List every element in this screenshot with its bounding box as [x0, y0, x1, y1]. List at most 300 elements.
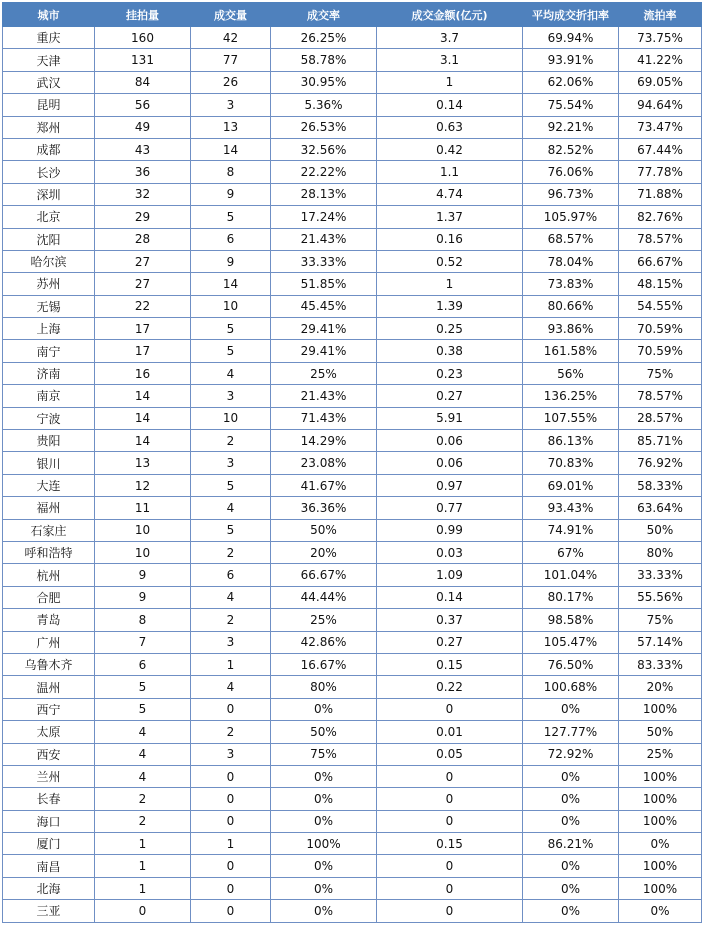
cell-avg-discount: 73.83%	[523, 273, 619, 295]
cell-avg-discount: 98.58%	[523, 609, 619, 631]
table-row	[3, 49, 702, 71]
cell-deal-amount: 1	[377, 71, 523, 93]
cell-failed-rate: 50%	[619, 721, 702, 743]
cell-deal-amount: 1.39	[377, 295, 523, 317]
cell-avg-discount: 69.01%	[523, 474, 619, 496]
table-row	[3, 541, 702, 563]
table-row	[3, 788, 702, 810]
cell-failed-rate: 73.75%	[619, 27, 702, 49]
cell-deal-amount: 0.25	[377, 318, 523, 340]
cell-deal-amount: 0.27	[377, 385, 523, 407]
cell-deal-amount: 0.01	[377, 721, 523, 743]
cell-failed-rate: 78.57%	[619, 228, 702, 250]
table-row	[3, 273, 702, 295]
cell-avg-discount: 0%	[523, 855, 619, 877]
cell-listed-count: 10	[95, 519, 191, 541]
cell-city: 沈阳	[3, 228, 95, 250]
cell-city: 杭州	[3, 564, 95, 586]
cell-deal-count: 1	[191, 833, 271, 855]
cell-deal-amount: 0.97	[377, 474, 523, 496]
table-row	[3, 430, 702, 452]
cell-city: 青岛	[3, 609, 95, 631]
cell-deal-rate: 16.67%	[271, 653, 377, 675]
cell-avg-discount: 76.06%	[523, 161, 619, 183]
cell-listed-count: 8	[95, 609, 191, 631]
cell-deal-amount: 0.23	[377, 362, 523, 384]
table-row	[3, 653, 702, 675]
cell-avg-discount: 80.17%	[523, 586, 619, 608]
cell-failed-rate: 71.88%	[619, 183, 702, 205]
cell-city: 昆明	[3, 94, 95, 116]
cell-avg-discount: 80.66%	[523, 295, 619, 317]
cell-failed-rate: 69.05%	[619, 71, 702, 93]
cell-failed-rate: 57.14%	[619, 631, 702, 653]
table-row	[3, 318, 702, 340]
table-row	[3, 206, 702, 228]
cell-deal-rate: 71.43%	[271, 407, 377, 429]
cell-failed-rate: 85.71%	[619, 430, 702, 452]
cell-listed-count: 14	[95, 385, 191, 407]
cell-failed-rate: 33.33%	[619, 564, 702, 586]
cell-avg-discount: 105.97%	[523, 206, 619, 228]
cell-deal-amount: 0	[377, 810, 523, 832]
cell-city: 福州	[3, 497, 95, 519]
cell-city: 银川	[3, 452, 95, 474]
cell-deal-rate: 51.85%	[271, 273, 377, 295]
cell-listed-count: 22	[95, 295, 191, 317]
table-row	[3, 474, 702, 496]
cell-deal-count: 2	[191, 541, 271, 563]
cell-deal-rate: 66.67%	[271, 564, 377, 586]
cell-listed-count: 27	[95, 250, 191, 272]
cell-avg-discount: 127.77%	[523, 721, 619, 743]
cell-deal-rate: 45.45%	[271, 295, 377, 317]
cell-city: 西宁	[3, 698, 95, 720]
cell-deal-count: 0	[191, 810, 271, 832]
cell-listed-count: 11	[95, 497, 191, 519]
cell-failed-rate: 41.22%	[619, 49, 702, 71]
cell-failed-rate: 70.59%	[619, 318, 702, 340]
table-row	[3, 452, 702, 474]
cell-deal-rate: 42.86%	[271, 631, 377, 653]
cell-avg-discount: 82.52%	[523, 138, 619, 160]
cell-avg-discount: 0%	[523, 810, 619, 832]
cell-listed-count: 7	[95, 631, 191, 653]
cell-city: 厦门	[3, 833, 95, 855]
cell-deal-rate: 75%	[271, 743, 377, 765]
cell-listed-count: 56	[95, 94, 191, 116]
cell-failed-rate: 75%	[619, 362, 702, 384]
cell-avg-discount: 0%	[523, 765, 619, 787]
cell-deal-rate: 33.33%	[271, 250, 377, 272]
cell-deal-amount: 1.37	[377, 206, 523, 228]
cell-avg-discount: 86.21%	[523, 833, 619, 855]
table-row	[3, 609, 702, 631]
cell-listed-count: 36	[95, 161, 191, 183]
cell-failed-rate: 94.64%	[619, 94, 702, 116]
cell-listed-count: 1	[95, 855, 191, 877]
table-row	[3, 116, 702, 138]
cell-deal-rate: 44.44%	[271, 586, 377, 608]
cell-deal-count: 3	[191, 385, 271, 407]
cell-listed-count: 10	[95, 541, 191, 563]
cell-deal-rate: 29.41%	[271, 340, 377, 362]
cell-avg-discount: 86.13%	[523, 430, 619, 452]
cell-deal-rate: 36.36%	[271, 497, 377, 519]
cell-listed-count: 27	[95, 273, 191, 295]
cell-deal-count: 2	[191, 609, 271, 631]
cell-deal-count: 2	[191, 721, 271, 743]
cell-city: 深圳	[3, 183, 95, 205]
cell-city: 重庆	[3, 27, 95, 49]
cell-listed-count: 84	[95, 71, 191, 93]
cell-deal-rate: 50%	[271, 721, 377, 743]
cell-avg-discount: 161.58%	[523, 340, 619, 362]
cell-deal-amount: 0.16	[377, 228, 523, 250]
cell-city: 贵阳	[3, 430, 95, 452]
table-row	[3, 721, 702, 743]
cell-listed-count: 6	[95, 653, 191, 675]
cell-city: 长春	[3, 788, 95, 810]
cell-city: 西安	[3, 743, 95, 765]
cell-deal-rate: 58.78%	[271, 49, 377, 71]
cell-deal-count: 0	[191, 788, 271, 810]
cell-deal-amount: 3.7	[377, 27, 523, 49]
cell-deal-count: 5	[191, 474, 271, 496]
cell-deal-count: 8	[191, 161, 271, 183]
cell-deal-rate: 29.41%	[271, 318, 377, 340]
cell-failed-rate: 78.57%	[619, 385, 702, 407]
header-listed-count: 挂拍量	[95, 3, 191, 27]
cell-deal-amount: 0	[377, 877, 523, 899]
cell-deal-rate: 0%	[271, 900, 377, 922]
cell-deal-amount: 1.09	[377, 564, 523, 586]
cell-avg-discount: 100.68%	[523, 676, 619, 698]
cell-listed-count: 5	[95, 698, 191, 720]
cell-deal-rate: 30.95%	[271, 71, 377, 93]
cell-deal-count: 3	[191, 452, 271, 474]
table-row	[3, 362, 702, 384]
cell-deal-amount: 4.74	[377, 183, 523, 205]
cell-deal-amount: 0.05	[377, 743, 523, 765]
cell-deal-rate: 0%	[271, 788, 377, 810]
cell-avg-discount: 0%	[523, 900, 619, 922]
cell-deal-amount: 0.15	[377, 653, 523, 675]
cell-city: 北京	[3, 206, 95, 228]
cell-city: 南宁	[3, 340, 95, 362]
cell-deal-rate: 0%	[271, 698, 377, 720]
cell-deal-rate: 20%	[271, 541, 377, 563]
cell-deal-amount: 0.52	[377, 250, 523, 272]
cell-failed-rate: 48.15%	[619, 273, 702, 295]
table-body	[3, 27, 702, 923]
cell-deal-amount: 3.1	[377, 49, 523, 71]
table-header-row	[3, 3, 702, 27]
cell-city: 成都	[3, 138, 95, 160]
cell-listed-count: 0	[95, 900, 191, 922]
cell-deal-count: 3	[191, 94, 271, 116]
cell-avg-discount: 101.04%	[523, 564, 619, 586]
cell-city: 南京	[3, 385, 95, 407]
cell-deal-count: 13	[191, 116, 271, 138]
cell-deal-amount: 0.63	[377, 116, 523, 138]
cell-city: 武汉	[3, 71, 95, 93]
cell-listed-count: 2	[95, 788, 191, 810]
cell-deal-count: 1	[191, 653, 271, 675]
cell-avg-discount: 56%	[523, 362, 619, 384]
table-row	[3, 900, 702, 922]
cell-deal-amount: 0.06	[377, 430, 523, 452]
cell-avg-discount: 69.94%	[523, 27, 619, 49]
cell-deal-amount: 0.77	[377, 497, 523, 519]
cell-deal-amount: 1.1	[377, 161, 523, 183]
table-row	[3, 138, 702, 160]
cell-failed-rate: 83.33%	[619, 653, 702, 675]
cell-avg-discount: 70.83%	[523, 452, 619, 474]
cell-listed-count: 5	[95, 676, 191, 698]
cell-deal-rate: 25%	[271, 609, 377, 631]
table-row	[3, 94, 702, 116]
cell-deal-count: 42	[191, 27, 271, 49]
cell-deal-rate: 100%	[271, 833, 377, 855]
cell-deal-amount: 5.91	[377, 407, 523, 429]
table-row	[3, 407, 702, 429]
cell-deal-rate: 14.29%	[271, 430, 377, 452]
table-row	[3, 586, 702, 608]
cell-failed-rate: 50%	[619, 519, 702, 541]
cell-listed-count: 4	[95, 721, 191, 743]
table-row	[3, 810, 702, 832]
cell-failed-rate: 0%	[619, 833, 702, 855]
cell-city: 宁波	[3, 407, 95, 429]
cell-failed-rate: 0%	[619, 900, 702, 922]
cell-deal-rate: 17.24%	[271, 206, 377, 228]
cell-deal-rate: 25%	[271, 362, 377, 384]
cell-deal-count: 0	[191, 855, 271, 877]
cell-failed-rate: 54.55%	[619, 295, 702, 317]
cell-deal-amount: 0	[377, 698, 523, 720]
table-row	[3, 698, 702, 720]
city-auction-table	[2, 2, 702, 923]
table-row	[3, 564, 702, 586]
cell-deal-amount: 0	[377, 855, 523, 877]
cell-deal-count: 4	[191, 497, 271, 519]
cell-failed-rate: 100%	[619, 765, 702, 787]
cell-deal-amount: 0.14	[377, 94, 523, 116]
cell-deal-count: 3	[191, 631, 271, 653]
cell-listed-count: 14	[95, 430, 191, 452]
cell-avg-discount: 107.55%	[523, 407, 619, 429]
cell-city: 三亚	[3, 900, 95, 922]
cell-deal-count: 6	[191, 564, 271, 586]
cell-failed-rate: 63.64%	[619, 497, 702, 519]
table-row	[3, 676, 702, 698]
cell-deal-count: 3	[191, 743, 271, 765]
cell-deal-count: 10	[191, 407, 271, 429]
cell-deal-amount: 0.22	[377, 676, 523, 698]
cell-failed-rate: 100%	[619, 788, 702, 810]
cell-listed-count: 2	[95, 810, 191, 832]
cell-avg-discount: 136.25%	[523, 385, 619, 407]
cell-deal-count: 5	[191, 318, 271, 340]
cell-avg-discount: 74.91%	[523, 519, 619, 541]
table-row	[3, 183, 702, 205]
cell-deal-rate: 0%	[271, 765, 377, 787]
cell-failed-rate: 28.57%	[619, 407, 702, 429]
cell-city: 北海	[3, 877, 95, 899]
cell-listed-count: 14	[95, 407, 191, 429]
cell-city: 广州	[3, 631, 95, 653]
cell-deal-amount: 0	[377, 765, 523, 787]
cell-deal-count: 5	[191, 519, 271, 541]
cell-failed-rate: 70.59%	[619, 340, 702, 362]
cell-city: 上海	[3, 318, 95, 340]
cell-avg-discount: 78.04%	[523, 250, 619, 272]
cell-city: 太原	[3, 721, 95, 743]
cell-failed-rate: 20%	[619, 676, 702, 698]
cell-failed-rate: 100%	[619, 855, 702, 877]
table-row	[3, 765, 702, 787]
table-row	[3, 855, 702, 877]
cell-avg-discount: 76.50%	[523, 653, 619, 675]
cell-avg-discount: 68.57%	[523, 228, 619, 250]
cell-city: 长沙	[3, 161, 95, 183]
cell-deal-amount: 0	[377, 788, 523, 810]
header-deal-count: 成交量	[191, 3, 271, 27]
cell-listed-count: 28	[95, 228, 191, 250]
cell-failed-rate: 58.33%	[619, 474, 702, 496]
cell-deal-rate: 0%	[271, 810, 377, 832]
table-row	[3, 497, 702, 519]
header-deal-rate: 成交率	[271, 3, 377, 27]
cell-deal-count: 26	[191, 71, 271, 93]
cell-deal-amount: 0.42	[377, 138, 523, 160]
cell-city: 天津	[3, 49, 95, 71]
cell-deal-count: 9	[191, 250, 271, 272]
cell-deal-count: 0	[191, 765, 271, 787]
cell-deal-count: 14	[191, 138, 271, 160]
table-row	[3, 743, 702, 765]
cell-failed-rate: 66.67%	[619, 250, 702, 272]
cell-city: 大连	[3, 474, 95, 496]
cell-deal-rate: 21.43%	[271, 385, 377, 407]
cell-listed-count: 12	[95, 474, 191, 496]
table-row	[3, 385, 702, 407]
cell-failed-rate: 75%	[619, 609, 702, 631]
cell-failed-rate: 100%	[619, 698, 702, 720]
cell-deal-rate: 28.13%	[271, 183, 377, 205]
cell-city: 合肥	[3, 586, 95, 608]
cell-listed-count: 32	[95, 183, 191, 205]
header-deal-amount: 成交金额(亿元)	[377, 3, 523, 27]
cell-listed-count: 4	[95, 765, 191, 787]
cell-deal-amount: 0	[377, 900, 523, 922]
cell-city: 苏州	[3, 273, 95, 295]
cell-listed-count: 43	[95, 138, 191, 160]
cell-avg-discount: 62.06%	[523, 71, 619, 93]
cell-listed-count: 1	[95, 877, 191, 899]
cell-city: 郑州	[3, 116, 95, 138]
cell-deal-rate: 26.53%	[271, 116, 377, 138]
cell-city: 温州	[3, 676, 95, 698]
cell-deal-count: 10	[191, 295, 271, 317]
cell-avg-discount: 92.21%	[523, 116, 619, 138]
table-row	[3, 228, 702, 250]
cell-deal-rate: 0%	[271, 877, 377, 899]
cell-deal-count: 0	[191, 698, 271, 720]
cell-avg-discount: 96.73%	[523, 183, 619, 205]
cell-failed-rate: 76.92%	[619, 452, 702, 474]
cell-deal-amount: 0.99	[377, 519, 523, 541]
cell-deal-count: 77	[191, 49, 271, 71]
cell-city: 呼和浩特	[3, 541, 95, 563]
cell-failed-rate: 100%	[619, 810, 702, 832]
cell-failed-rate: 73.47%	[619, 116, 702, 138]
cell-deal-rate: 0%	[271, 855, 377, 877]
cell-listed-count: 160	[95, 27, 191, 49]
cell-listed-count: 29	[95, 206, 191, 228]
cell-deal-amount: 1	[377, 273, 523, 295]
cell-deal-amount: 0.15	[377, 833, 523, 855]
cell-deal-count: 4	[191, 362, 271, 384]
cell-avg-discount: 93.86%	[523, 318, 619, 340]
cell-avg-discount: 75.54%	[523, 94, 619, 116]
cell-listed-count: 1	[95, 833, 191, 855]
cell-avg-discount: 0%	[523, 788, 619, 810]
cell-avg-discount: 67%	[523, 541, 619, 563]
table-row	[3, 295, 702, 317]
cell-city: 海口	[3, 810, 95, 832]
cell-listed-count: 9	[95, 586, 191, 608]
cell-deal-rate: 50%	[271, 519, 377, 541]
table-row	[3, 161, 702, 183]
table-row	[3, 250, 702, 272]
cell-city: 哈尔滨	[3, 250, 95, 272]
table-row	[3, 631, 702, 653]
cell-avg-discount: 72.92%	[523, 743, 619, 765]
cell-avg-discount: 0%	[523, 698, 619, 720]
table-row	[3, 27, 702, 49]
table-row	[3, 833, 702, 855]
cell-deal-rate: 32.56%	[271, 138, 377, 160]
cell-deal-count: 9	[191, 183, 271, 205]
cell-deal-rate: 23.08%	[271, 452, 377, 474]
table-row	[3, 340, 702, 362]
table-row	[3, 877, 702, 899]
cell-deal-amount: 0.38	[377, 340, 523, 362]
header-avg-discount: 平均成交折扣率	[523, 3, 619, 27]
cell-failed-rate: 25%	[619, 743, 702, 765]
cell-failed-rate: 67.44%	[619, 138, 702, 160]
cell-avg-discount: 0%	[523, 877, 619, 899]
cell-listed-count: 17	[95, 340, 191, 362]
cell-failed-rate: 77.78%	[619, 161, 702, 183]
cell-avg-discount: 93.91%	[523, 49, 619, 71]
cell-deal-rate: 22.22%	[271, 161, 377, 183]
cell-deal-rate: 80%	[271, 676, 377, 698]
table-row	[3, 519, 702, 541]
cell-deal-amount: 0.27	[377, 631, 523, 653]
cell-city: 济南	[3, 362, 95, 384]
cell-deal-rate: 21.43%	[271, 228, 377, 250]
cell-city: 无锡	[3, 295, 95, 317]
cell-listed-count: 13	[95, 452, 191, 474]
cell-city: 兰州	[3, 765, 95, 787]
cell-deal-count: 2	[191, 430, 271, 452]
cell-listed-count: 4	[95, 743, 191, 765]
cell-avg-discount: 105.47%	[523, 631, 619, 653]
cell-listed-count: 9	[95, 564, 191, 586]
